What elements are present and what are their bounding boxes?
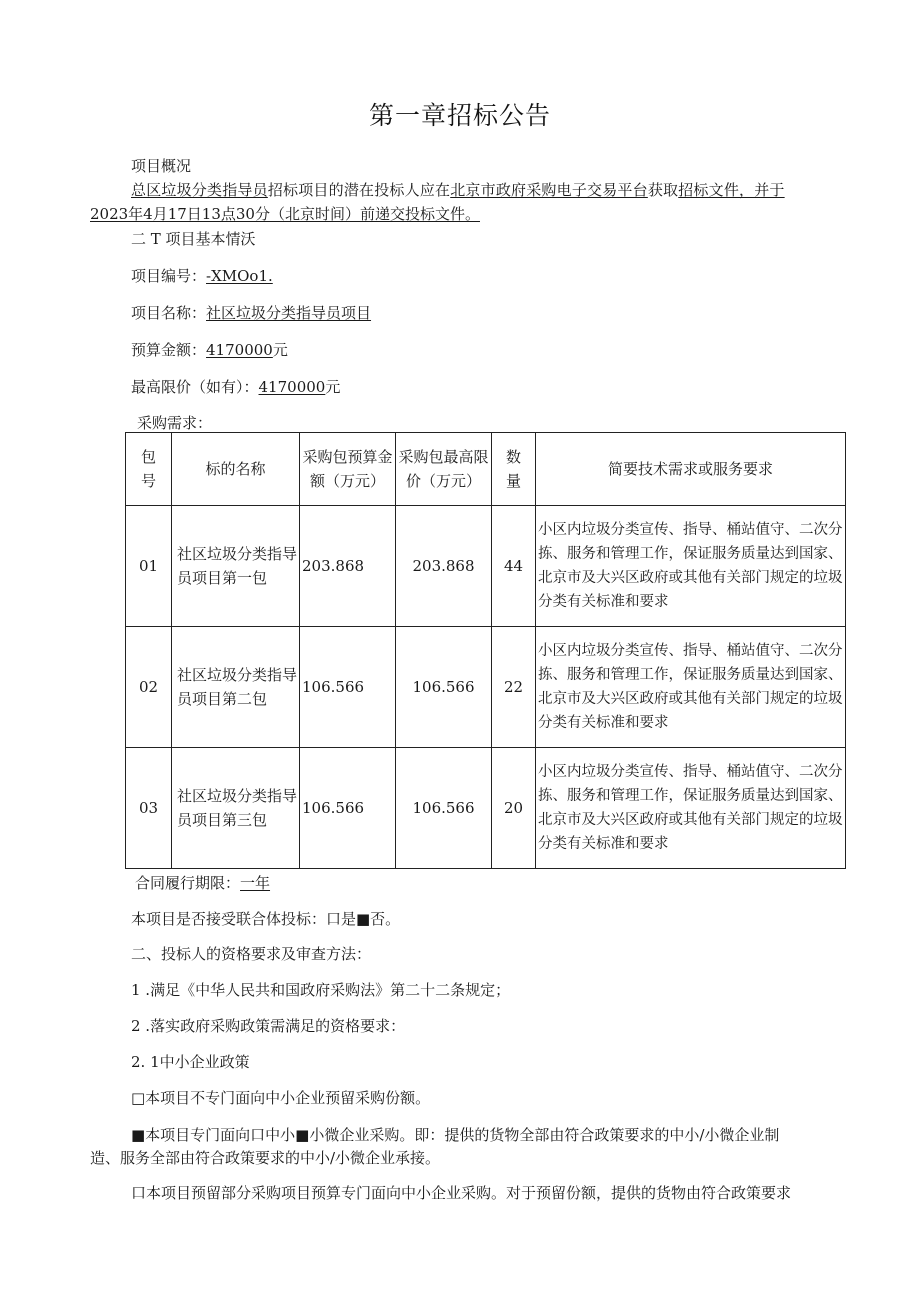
requirement-1: 1 .满足《中华人民共和国政府采购法》第二十二条规定； <box>131 981 511 999</box>
row-pkg: 03 <box>126 748 172 869</box>
row-budget: 203.868 <box>300 506 396 627</box>
sme-option-2-line-1: ■本项目专门面向口中小■小微企业采购。即：提供的货物全部由符合政策要求的中小/小微企业制 <box>131 1126 780 1144</box>
row-req: 小区内垃圾分类宣传、指导、桶站值守、二次分拣、服务和管理工作，保证服务质量达到国家、北京市及大兴区政府或其他有关部门规定的垃圾分类有关标准和要求 <box>536 627 846 748</box>
header-qty: 数量 <box>492 433 536 506</box>
consortium-text: 本项目是否接受联合体投标：口是■否。 <box>131 910 401 928</box>
sme-option-3: 口本项目预留部分采购项目预算专门面向中小企业采购。对于预留份额，提供的货物由符合政策要求 <box>131 1184 792 1202</box>
overview-text-get: 获取 <box>647 181 679 199</box>
section1-heading: 二 T 项目基本情沃 <box>131 230 256 248</box>
contract-row <box>135 872 270 893</box>
contract-label: 合同履行期限： <box>135 874 241 892</box>
row-max: 106.566 <box>396 748 492 869</box>
row-max: 106.566 <box>396 627 492 748</box>
row-budget: 106.566 <box>300 748 396 869</box>
header-pkg: 包号 <box>126 433 172 506</box>
bid-document-text: 招标文件，并于 <box>678 181 785 199</box>
table-row <box>126 748 846 869</box>
project-number-value: -XMOo1. <box>206 267 273 285</box>
budget-row <box>131 339 288 360</box>
project-number-label: 项目编号： <box>131 267 207 285</box>
project-number-row <box>131 265 273 286</box>
header-budget: 采购包预算金额（万元） <box>300 433 396 506</box>
header-req: 简要技术需求或服务要求 <box>536 433 846 506</box>
table-header-row <box>126 433 846 506</box>
row-name: 社区垃圾分类指导员项目第二包 <box>172 627 300 748</box>
project-name-row <box>131 302 371 323</box>
page-title: 第一章招标公告 <box>368 101 551 130</box>
row-pkg: 01 <box>126 506 172 627</box>
max-price-label: 最高限价（如有）： <box>131 378 259 396</box>
row-max: 203.868 <box>396 506 492 627</box>
row-name: 社区垃圾分类指导员项目第一包 <box>172 506 300 627</box>
project-short-name: 总区垃圾分类指导员 <box>131 181 268 199</box>
overview-heading: 项目概况 <box>131 157 192 175</box>
row-req: 小区内垃圾分类宣传、指导、桶站值守、二次分拣、服务和管理工作，保证服务质量达到国家、北京市及大兴区政府或其他有关部门规定的垃圾分类有关标准和要求 <box>536 748 846 869</box>
header-name: 标的名称 <box>172 433 300 506</box>
sme-option-2-line-2: 造、服务全部由符合政策要求的中小/小微企业承接。 <box>90 1149 441 1167</box>
table-row <box>126 506 846 627</box>
demand-label: 采购需求： <box>137 414 213 432</box>
sme-option-1: □本项目不专门面向中小企业预留采购份额。 <box>131 1089 431 1107</box>
procurement-table <box>125 432 846 869</box>
row-req: 小区内垃圾分类宣传、指导、桶站值守、二次分拣、服务和管理工作，保证服务质量达到国家、北京市及大兴区政府或其他有关部门规定的垃圾分类有关标准和要求 <box>536 506 846 627</box>
platform-name: 北京市政府采购电子交易平台 <box>450 181 648 199</box>
max-price-unit: 元 <box>325 378 341 396</box>
row-name: 社区垃圾分类指导员项目第三包 <box>172 748 300 869</box>
header-max: 采购包最高限价（万元） <box>396 433 492 506</box>
table-row <box>126 627 846 748</box>
section2-heading: 二、投标人的资格要求及审查方法： <box>131 945 372 963</box>
budget-label: 预算金额： <box>131 341 207 359</box>
row-pkg: 02 <box>126 627 172 748</box>
row-qty: 22 <box>492 627 536 748</box>
project-name-value: 社区垃圾分类指导员项目 <box>206 304 372 322</box>
row-qty: 20 <box>492 748 536 869</box>
requirement-2: 2 .落实政府采购政策需满足的资格要求： <box>131 1017 406 1035</box>
contract-value: 一年 <box>240 874 271 892</box>
max-price-row <box>131 376 340 397</box>
overview-text: 招标项目的潜在投标人应在 <box>267 181 451 199</box>
budget-unit: 元 <box>272 341 288 359</box>
row-budget: 106.566 <box>300 627 396 748</box>
row-qty: 44 <box>492 506 536 627</box>
project-name-label: 项目名称： <box>131 304 207 322</box>
max-price-value: 4170000 <box>258 378 326 396</box>
budget-value: 4170000 <box>206 341 273 359</box>
overview-deadline: 2023年4月17日13点30分（北京时间）前递交投标文件。 <box>90 205 480 223</box>
overview-line-1 <box>131 179 785 200</box>
sme-policy-heading: 2. 1中小企业政策 <box>131 1053 250 1071</box>
